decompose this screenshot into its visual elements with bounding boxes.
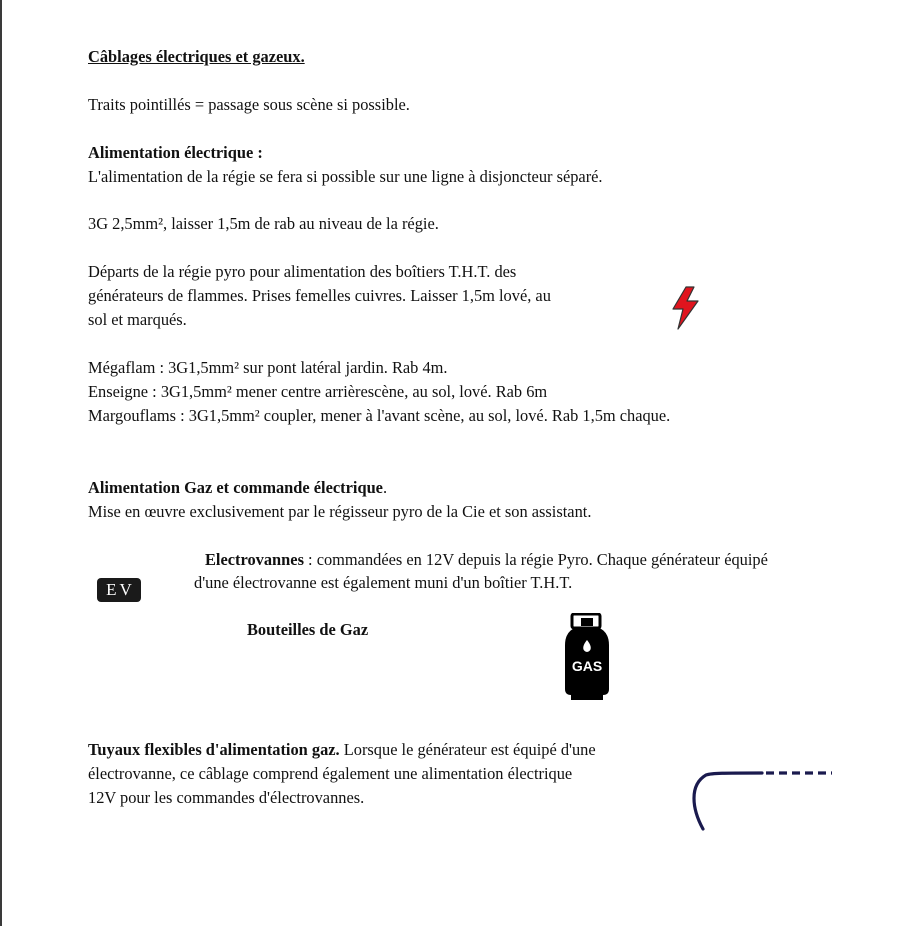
gas-heading-bold: Alimentation Gaz et commande électrique — [88, 478, 383, 497]
electrovannes-text: : commandées en 12V depuis la régie Pyro. Chaque générateur équipé — [303, 550, 768, 569]
page-title: Câblages électriques et gazeux. — [88, 47, 305, 66]
gas-bottle-text: GAS — [571, 658, 603, 674]
gas-heading — [88, 476, 387, 500]
electric-line-2: 3G 2,5mm², laisser 1,5m de rab au niveau de la régie. — [88, 214, 439, 233]
gas-bottle-icon — [563, 613, 611, 701]
departs-line-1: Départs de la régie pyro pour alimentation des boîtiers T.H.T. des — [88, 262, 517, 281]
electric-heading: Alimentation électrique : — [88, 143, 263, 162]
gas-bottles-label: Bouteilles de Gaz — [247, 620, 369, 639]
enseigne-line: Enseigne : 3G1,5mm² mener centre arrièrescène, au sol, lové. Rab 6m — [88, 382, 548, 401]
gas-heading-rest: . — [382, 478, 388, 497]
hoses-line-3: 12V pour les commandes d'électrovannes. — [88, 788, 365, 807]
hose-icon — [684, 765, 836, 835]
hoses-line-1 — [88, 738, 596, 762]
hoses-line-2: électrovanne, ce câblage comprend également une alimentation électrique — [88, 764, 573, 783]
page-left-border — [0, 0, 2, 926]
lightning-icon — [669, 286, 701, 330]
electric-line-1: L'alimentation de la régie se fera si possible sur une ligne à disjoncteur séparé. — [88, 167, 603, 186]
electrovannes-label: Electrovannes — [205, 550, 304, 569]
dotted-line-note: Traits pointillés = passage sous scène si possible. — [88, 95, 410, 114]
megaflam-line: Mégaflam : 3G1,5mm² sur pont latéral jardin. Rab 4m. — [88, 358, 448, 377]
hoses-text: Lorsque le générateur est équipé d'une — [339, 740, 596, 759]
hoses-label: Tuyaux flexibles d'alimentation gaz. — [88, 740, 340, 759]
departs-line-2: générateurs de flammes. Prises femelles cuivres. Laisser 1,5m lové, au — [88, 286, 551, 305]
electrovannes-line-2: d'une électrovanne est également muni d'un boîtier T.H.T. — [194, 573, 573, 592]
ev-badge: EV — [97, 578, 141, 602]
electrovannes-line-1 — [205, 548, 768, 572]
departs-line-3: sol et marqués. — [88, 310, 187, 329]
margouflams-line: Margouflams : 3G1,5mm² coupler, mener à l'avant scène, au sol, lové. Rab 1,5m chaque. — [88, 406, 671, 425]
gas-line-1: Mise en œuvre exclusivement par le régisseur pyro de la Cie et son assistant. — [88, 502, 592, 521]
